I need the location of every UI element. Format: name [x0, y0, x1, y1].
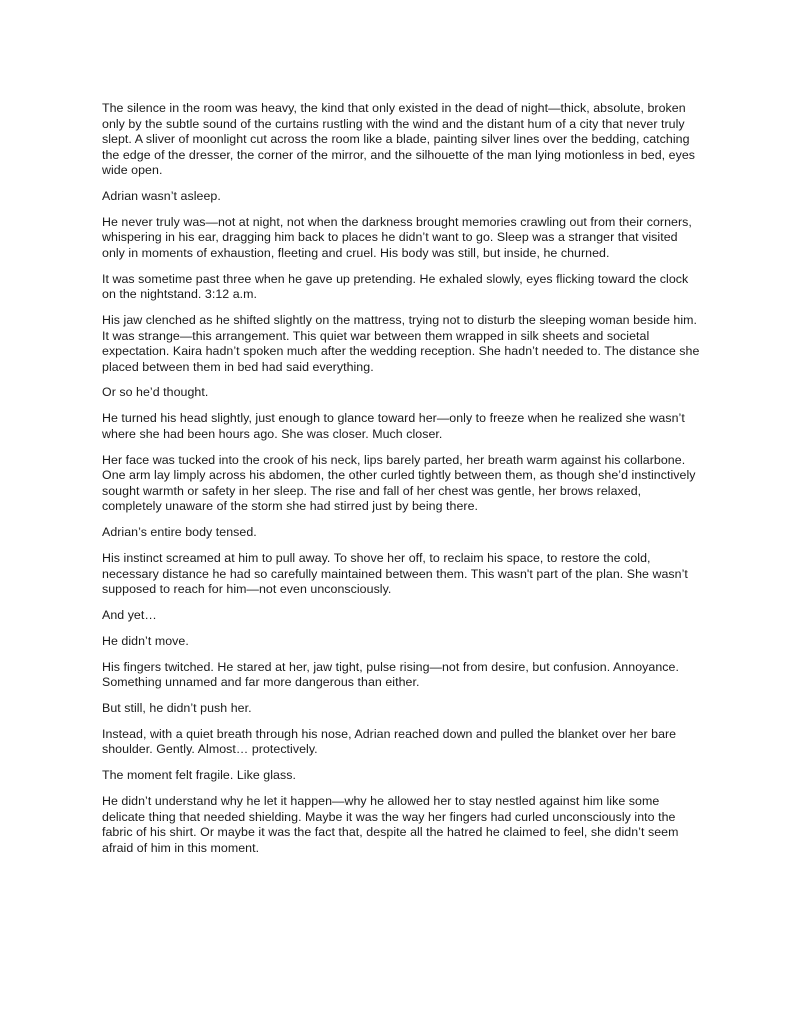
paragraph: The moment felt fragile. Like glass. [102, 768, 296, 783]
paragraph: He never truly was—not at night, not when the darkness brought memories crawling out from their corners, whispering in his ear, dragging him back to places he didn’t want to go. Sleep was a stranger that visited only in moments of exhaustion, fleeting and cruel. His body was still, but inside, he churned. [102, 214, 692, 260]
body-text [102, 101, 702, 867]
paragraph: His fingers twitched. He stared at her, jaw tight, pulse rising—not from desire, but confusion. Annoyance. Something unnamed and far more dangerous than either. [102, 659, 679, 690]
paragraph: Or so he’d thought. [102, 385, 209, 400]
paragraph: It was sometime past three when he gave up pretending. He exhaled slowly, eyes flicking toward the clock on the nightstand. 3:12 a.m. [102, 271, 689, 302]
paragraph: Her face was tucked into the crook of his neck, lips barely parted, her breath warm against his collarbone. One arm lay limply across his abdomen, the other curled tightly between them, as though she’d instinctively sought warmth or safety in her sleep. The rise and fall of her chest was gentle, her brows relaxed, completely unaware of the storm she had stirred just by being there. [102, 452, 696, 514]
paragraph: The silence in the room was heavy, the kind that only existed in the dead of night—thick, absolute, broken only by the subtle sound of the curtains rustling with the wind and the distant hum of a city that never truly slept. A sliver of moonlight cut across the room like a blade, painting silver lines over the bedding, catching the edge of the dresser, the corner of the mirror, and the silhouette of the man lying motionless in bed, eyes wide open. [102, 101, 696, 177]
paragraph: He didn’t understand why he let it happen—why he allowed her to stay nestled against him like some delicate thing that needed shielding. Maybe it was the way her fingers had curled unconsciously into the fabric of his shirt. Or maybe it was the fact that, despite all the hatred he claimed to feel, she didn’t seem afraid of him in this moment. [102, 794, 679, 855]
paragraph: His jaw clenched as he shifted slightly on the mattress, trying not to disturb the sleeping woman beside him. It was strange—this arrangement. This quiet war between them wrapped in silk sheets and societal expectation. Kaira hadn’t spoken much after the wedding reception. She hadn’t needed to. The distance she placed between them in bed had said everything. [102, 313, 700, 374]
paragraph: Adrian wasn’t asleep. [102, 188, 221, 203]
paragraph: His instinct screamed at him to pull away. To shove her off, to reclaim his space, to restore the cold, necessary distance he had so carefully maintained between them. This wasn't part of the plan. She wasn’t supposed to reach for him—not even unconsciously. [102, 551, 688, 597]
paragraph: He didn’t move. [102, 633, 189, 648]
paragraph: He turned his head slightly, just enough to glance toward her—only to freeze when he realized she wasn’t where she had been hours ago. She was closer. Much closer. [102, 411, 685, 441]
paragraph: But still, he didn’t push her. [102, 701, 252, 716]
paragraph: Adrian’s entire body tensed. [102, 525, 257, 540]
paragraph: Instead, with a quiet breath through his nose, Adrian reached down and pulled the blanket over her bare shoulder. Gently. Almost… protectively. [102, 726, 677, 757]
paragraph: And yet… [102, 607, 157, 622]
